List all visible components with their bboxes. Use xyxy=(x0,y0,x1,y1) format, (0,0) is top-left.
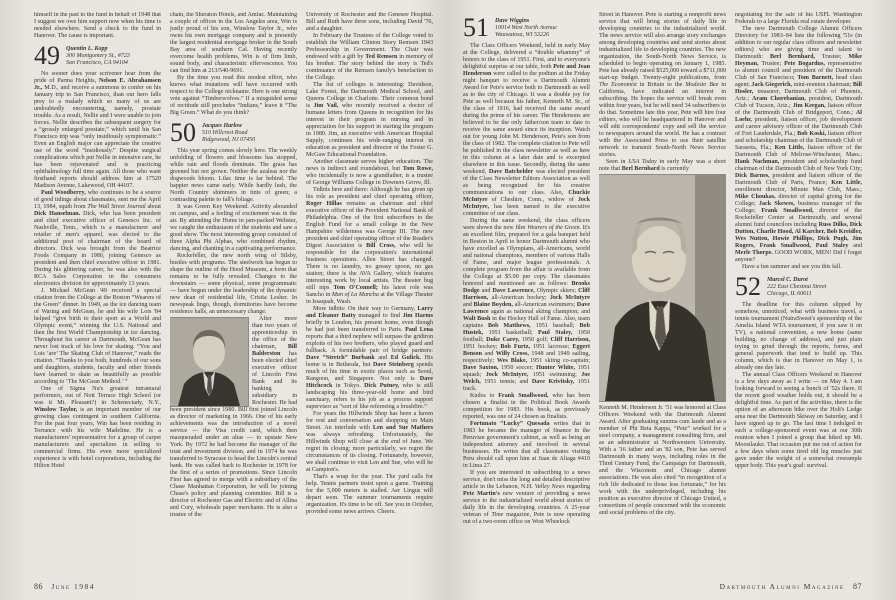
right-column-2 xyxy=(599,12,726,564)
paragraph: Fortunato “Lucky” Quesada writes that in 1983 he became the manager of finance in the Peruvian government's cabinet, as well as being an independent attorney and involved in several businesses. He writes that all classmates visiting Peru should call upon him at Juan de Aliaga #410 in Lima 27. xyxy=(463,421,590,469)
class-48-continuation xyxy=(34,12,161,40)
column-grid xyxy=(34,12,862,564)
class-51-notes xyxy=(463,43,590,526)
paragraph: By the time you read this modest effort, who knows what mutations will have occurred with respect to the College nickname. Here is one strong vote against “Timberwolves.” If a misguided sense of rectitude still precludes “Indians,” leave it “The Big Green.” What do you think? xyxy=(170,75,297,116)
left-page-number: 86 xyxy=(34,582,43,591)
paragraph: himself in the past to the fund in behalf of 1948 that I suggest we owe him support now when his time is needed elsewhere. Send a check to the fund in Hanover. The cause is important. xyxy=(34,12,161,39)
class-52-address-line1: 222 East Chestnut Street xyxy=(767,284,827,290)
class-49-address-line2: San Francisco, CA 94104 xyxy=(66,60,128,66)
paragraph: The deadline for this column slipped by somehow, unnoticed, what with business travel, a tennis tournament (NutraSweet's sponsorship of the Amelia Island WTA tournament, if you saw it on TV), a national convention, a new home (same building, no change of address), and just plain trying to grind through the reports, forms, and general paperwork that tend to build up. This column, which is due in Hanover on May 1, is already one day late. xyxy=(735,302,862,371)
class-51-address-line1: 10014 West North Avenue xyxy=(495,25,557,31)
paragraph: Kenneth M. Henderson Jr. '51 was honored at Class Officers Weekend with the Dartmouth Alumni Award. After graduating summa cum laude and as a member of Phi Beta Kappa, “Pete” worked for a steel company, a management consulting firm, and as an administrator at Northwestern University. With a '16 father and an '82 son, Pete has served Dartmouth in many ways, including roles in the Third Century Fund, the Campaign for Dartmouth, and the Wisconsin and Chicago alumni associations. He was also cited “in recognition of a rich life dedicated to those less fortunate,” for his work with the underprivileged, including his position as executive director of Chicago United, a consortium of people concerned with the economic and social problems of the city. xyxy=(599,405,726,516)
paragraph: For years the Hillwinds Shop has been a haven for rest and conversation and shopping on Main Street. An interlude with Len and Sue Mathers was always refreshing. Unfortunately, the Hillwinds Shop will close at the end of June. We regret its closing; more particularly, we regret the circumstances of its closing. Fortunately, however, we shall continue to visit Len and Sue, who will be at Campion's. xyxy=(306,411,433,473)
paragraph: negotiating for the sale of his USFL Washington Federals to a large Florida real estate developer. xyxy=(735,12,862,25)
paragraph: After more than two years of apprenticeship in the office of the chairman, Bill Balderston has been elected chief executive officer of Lincoln First Bank and its banking subsidiary in Rochester. He had been president since 1980. Bill first joined Lincoln as director of marketing in 1966. One of his early achievements was the introduction of a novel service — the Visa credit card, which then masqueraded under an alias — to upstate New York. By 1972 he had become the manager of the trust and investment division, and in 1974 he was transferred to Syracuse to head the Lincoln's central bank. He was called back to Rochester in 1978 for the first of a series of promotions. Since Lincoln First has agreed to merge with a subsidiary of the Chase Manhattan Corporation, he will be joining Chase's policy and planning committee. Bill is a director of Rochester Gas and Electric and of Allina and Cory, wholesale paper merchants. He is also a trustee of the xyxy=(170,316,297,518)
paragraph: In February the Trustees of the College voted to establish the William Clinton Story Remsen 1943 Professorship in Government. The Chair was endowed with a gift by Ted Remsen in memory of his brother. The story behind the story is Ted's continuance of the Remsen family's benefaction to the College. xyxy=(306,33,433,81)
class-51-address-line2: Wauwatosa, WI 53226 xyxy=(495,32,549,38)
paragraph: The annual Class Officers Weekend in Hanover is a few days away as I write — on May 4. I am looking forward to seeing a bunch of '52s there. If the recent good weather holds out, it should be a delightful time. As part of the activities, there is the option of an afternoon hike over the Holt's Ledge area near the Dartmouth Skiway on Saturday, and I have signed up to go. The last time I indulged in such a college-sponsored event was at our 30th reunion when I joined a group that hiked up Mt. Moosilauke. That occasion put me out of action for a few days when some tired old leg muscles just gave under the weight of a somewhat overample upper body. This year's goal: survival. xyxy=(735,372,862,469)
paragraph: No sooner does your scrivener hear from the pride of Parma Heights, Nelson E. Abrahamsen Jr., M.D., and receive a summons to confer on his January trip to San Francisco, than our hero falls prey to a malady which so many of us are undoubtedly encountering, namely, prostate trouble. As a result, Nellie and I were unable to join forces. Nellie describes the subsequent surgery for a “grossly enlarged prostate,” which until his San Francisco trip was “only insidiously symptomatic.” Even an English major can appreciate the creative use of the word “insidiously.” Despite surgical complications which put Nellie in intensive care, he has been rejuvenated and is practicing ophthalmology full time again. All those who want firsthand reports should address him at 17520 Madison Avenue, Lakewood, OH 44107. xyxy=(34,71,161,189)
class-52-secretary-block xyxy=(767,276,826,298)
portrait-photo-henderson-graphic xyxy=(599,175,726,401)
right-column-3 xyxy=(735,12,862,564)
class-49-notes-continued xyxy=(170,12,297,117)
page-footer-right xyxy=(714,582,862,591)
paragraph: One of Sigma Nu's greatest intramural performers, out of Nott Terrace High School (or was it Mt. Pleasant?) in Schenectady, N.Y., Winslow Taylor, is an important member of our growing class contingent in southern California. For the past four years, Win has been residing in Torrance with his wife Madeline. He is a manufacturers' representative for a group of carpet manufacturers and specializes in selling to commercial firms. His even more specialized experience is with hotel corporations, including the Hilton Hotel xyxy=(34,386,161,469)
paragraph: Tidbits here and there: Although he has given up his role as president and chief operating officer, Roger Hillas remains as chairman and chief executive officer of the Provident National Bank of Philadelphia. One of the first subscribers to the English Fund for a small college in the New Hampshire wilderness was George III. The new president and chief operating officer of the Reader's Digest Association is Bill Cross, who will be responsible for the corporation's international business operations. Allen Street has changed. There is no laundry, no greasy spoon, no gas station; there is the AVA Gallery, which features interesting work by local artists. The theater bug still nips Tom O'Connell; his latest role was Sancho in Man of La Mancha at the Village Theater in Issaquah, Wash. xyxy=(306,187,433,305)
class-49-address-line1: 300 Montgomery St., #723 xyxy=(66,53,130,59)
class-49-secretary-block xyxy=(66,45,130,67)
paragraph: J. Michael McGean '49 received a special citation from the College at the Boston “Wearers of the Green” dinner. In 1949, as the ice dancing team of Waring and McGean, he and his wife Lois '84 helped “give birth to their sport as a World and Olympic event,” winning the U.S. National and then the first World Championship in ice dancing. Throughout his career at Dartmouth, McGean has never lost track of his love for skating. “You and Lois ‘are’ The Skating Club of Hanover,” reads the citation. “Thanks to you both, hundreds of our sons and daughters, students, faculty and other friends have learned to skate as beautifully as possible according to ‘The McGean Method.’ ” xyxy=(34,288,161,385)
paragraph: More tidbits: On their way to Germany, Larry and Eleanor Batty managed to find Jim Harms briefly in London, his present home, even though he had just been transferred to Paris. Paul Lena reports that a third nephew will surpass the gridiron exploits of his two brothers, who played guard and fullback. A formidable pair of bridge partners: Dave “Stretch” Burbank and Ed Gulick. His home is in Bethesda, but Dave Steinberg spends much of his time in exotic places such as Seoul, Rangoon, and Singapore. Not only is Dave Hitchcock in Tokyo. Dick Putney, who is still landscaping his three-year-old home and bird sanctuary, refers to his job as a process support supervisor as “sort of like refereeing a brushfire.” xyxy=(306,306,433,410)
portrait-photo-small-graphic xyxy=(170,318,248,406)
page-footer-left xyxy=(34,582,101,591)
class-51-notes-end xyxy=(735,12,862,271)
class-52-address-line2: Chicago, IL 60611 xyxy=(767,291,812,297)
class-number-52: 52 xyxy=(735,272,761,301)
class-number-50: 50 xyxy=(170,118,196,147)
left-column-1 xyxy=(34,12,161,564)
paragraph: The new Dartmouth College Alumni Officers Directory for 1983–84 lists the following '51s (in addition to our regular class officers and newsletter editors) who are giving time and talent to Dartmouth: Berl Bernhard, Trustee; Mike Heyman, Trustee; Pete Bogardus, representative to alumni council and president of the Dartmouth Club of San Francisco; Tom Barnett, head class agent; Jack Giegerich, mini-reunion chairman; Bill Hosler, treasurer, Dartmouth Club of Phoenix, Ariz.; Aram Chorebanian, president, Dartmouth Club of Tucson, Ariz.; Jim Keegan, liaison officer of the Dartmouth Club of Bridgeport, Conn.; Al Loehr, president, liaison officer, job development and career advisory officer of the Dartmouth Club of Fort Lauderdale, Fla.; Bob Koski, liaison officer and scholarship chairman of the Dartmouth Club of Sarasota, Fla.; Ken Little, liaison officer of the Dartmouth Club of Melrose-Winchester, Mass.; Hank Nachman, president and scholarship fund chairman of the Dartmouth Club of New York City; Dick Barnes, president and liaison officer of the Dartmouth Club of Paris, France; Ken Little, enrollment director, Minute Man Club, Mass.; Mike Choukas, director of capital giving for the College; Jack Skewes, business manager of the College; Frank Smallwood, director of the Rockefeller Center at Dartmouth; and several alumni fund councilors including Russ Dilks, Dick Dutton, Charlie Hood, Al Karcher, Bob Kreidler, Wes Nutten, Howie Phillips, Dick Pugh, Jim Rogers, Frank Smallwood, Paul Staley and Merle Thorpe. GOOD WORK, MEN! Did I forget anyone? xyxy=(735,26,862,263)
magazine-title-label: Dartmouth Alumni Magazine xyxy=(719,582,845,591)
paragraph: Paul Woodberry, who continues to be a source of good tidings about classmates, sent me the April 13, 1984, squib from The Wall Street Journal about Dick Hanselman. Dick, who has been president and chief executive officer of Genesco Inc. of Nashville, Tenn., which is a manufacturer and retailer of men's apparel, was elected to the additional post of chairman of the board of directors. Dick was brought from the Beatrice Foods Company in 1980, joining Genesco as president and then chief executive officer in 1981. During his glittering career, he was also with the RCA Sales Corporation in the consumers electronics division for approximately 13 years. xyxy=(34,190,161,287)
class-50-address-line1: 510 Hillcrest Road xyxy=(202,130,248,136)
class-note-49-header xyxy=(34,41,161,70)
paragraph: chain, the Sheraton Hotels, and Amfac. Maintaining a couple of offices in the Los Angeles area, Win is justly proud of his son, Winslow Taylor Jr., who owns his own mortgage company and is presently the largest residential mortgage broker in the South Bay area of southern Cal. Having recently overcome health problems, Win is of firm limb, sound body, and characteristic effervescence. You can find him at 213/540-9691. xyxy=(170,12,297,74)
issue-date-label: June 1984 xyxy=(51,582,95,591)
left-column-2 xyxy=(170,12,297,564)
paragraph: The Class Officers Weekend, held in early May at the College, delivered a “double whammy” of honors to the class of 1951. First, and to everyone's delightful surprise at our table, both Pete and Jean Henderson were called to the podium at the Friday night banquet to receive a Dartmouth Alumni Award for Pete's service both to Dartmouth as well as to the city of Chicago. It was a double joy for Pete as well because his father, Kenneth M. Sr., of the class of 1916, had received the same award during the prime of his career. The Hendersons are believed to be the only father/son team to date to receive the same award since its inception. Watch out for young John M. Henderson, Pete's son from the class of 1982. The complete citation to Pete will be published in the class newsletter as well as here in this column at a later date and is excerpted elsewhere in this issue. Secondly, during the same weekend, Dave Batchelder was elected president of the Class Newsletter Editors Association as well as being recognized for his creative communications to our class. Also, Chuckie McIntyre of Cheshire, Conn., widow of Jock McIntyre, has been named to the executive committee of our class. xyxy=(463,43,590,217)
paragraph: Seen in USA Today in early May was a short note that Berl Bernhard is currently xyxy=(599,159,726,172)
paragraph: University of Rochester and the Genesee Hospital. Bill and Ruth have three sons, including David '76, and a daughter. xyxy=(306,12,433,32)
paragraph: It was Green Key Weekend. Activity abounded on campus, and a feeling of excitement was in the air. By attending the Hums in jam-packed Webster, we caught the enthusiasm of the students and saw a good show. The most interesting group consisted of three Alpha Phi Alphas, who combined rhythm, dancing, and chanting in a captivating performance. xyxy=(170,204,297,252)
portrait-photo-henderson xyxy=(599,175,726,401)
class-50-secretary-block xyxy=(202,122,255,144)
class-52-notes xyxy=(735,302,862,470)
paragraph: This year spring comes slowly here. The weekly unfolding of flowers and blossoms has stopped, while rain and floods dominate. The grass has greened but not grown. Neither the azaleas nor the dogwoods bloom. Lilac time is far behind. The happier news came early. While hardly lush, the North Country shimmers in tints of green; a contrasting palette to fall's foliage. xyxy=(170,148,297,203)
paragraph: Another classmate serves higher education. The news is indirect and roundabout, but Tom Rowe, who incidentally is now a grandfather, is a trustee of George Williams College in Downers Grove, Ill. xyxy=(306,159,433,186)
photo-caption-henderson xyxy=(599,405,726,517)
paragraph: During the same weekend, the class officers were shown the new film Wearers of the Green. It's an excellent film, prepared for a gala banquet held in Boston in April to honor Dartmouth alumni who have excelled as Olympians, all-Americans, world and national champions, members of various Halls of Fame, and major league professionals. A complete program from the affair is available from the College at $5.00 per copy. The classmates honored and mentioned are as follows: Brooks Dodge and Dave Lawrence, Olympic skiers; Cliff Harrison, all-American hockey; Jock McIntyre and Blaine Boyden, all-American swimmers; Dave Lawrence again as national skiing champion; and Walt Bush in the Hockey Hall of Fame. Also, team captains Bob Matthews, 1951 baseball; Bob Hustek, 1951 basketball; Paul Staley, 1950 football; Duke Carey, 1950 golf; Cliff Harrison, 1951 hockey; Bob Furtz, 1951 lacrosse; Eggert Benson and Willy Cross, 1948 and 1949 sailing, respectively; Wes Blake, 1951 skiing co-captain; Dave Saxton, 1950 soccer; Hunter White, 1951 squash; Jock McIntyre, 1951 swimming; Joe Welch, 1951 tennis; and Dave Krivitsky, 1951 track. xyxy=(463,218,590,392)
class-51-secretary-name: Dave Wiggins xyxy=(495,18,530,24)
class-number-51: 51 xyxy=(463,13,489,42)
class-51-notes-continued xyxy=(599,12,726,173)
paragraph: If you are interested in subscribing to a news service, don't miss the long and detailed descriptive article in the Lebanon, N.H. Valley News regarding Pete Martin's new venture of providing a news service to the industrialized world about stories of daily life in the developing countries. A 25-year veteran of Time magazine, Pete is now operating out of a two-room office on West Wheelock xyxy=(463,470,590,525)
class-49-notes xyxy=(34,71,161,470)
paragraph: The list of colleges is interesting: Davidson, Lake Forest, the Dartmouth Medical School, and Queens College in Charlotte. Their common bond is Jim Vail, who recently received a doctor of humane letters from Queens in recognition for his interest in their program in nursing and in appreciation for his support in starting the program in 1980. Jim, an executive with American Hospital Supply, continues his wide-ranging interest in education as president and director of the Foster G. McGaw Educational Foundation. xyxy=(306,82,433,158)
paragraph: Have a fun summer and see you this fall. xyxy=(742,264,842,270)
class-number-49: 49 xyxy=(34,41,60,70)
class-49-secretary-name: Quentin L. Kopp xyxy=(66,46,108,52)
class-note-52-header xyxy=(735,272,862,301)
class-50-secretary-name: Jacques Harlow xyxy=(202,123,243,129)
class-note-51-header xyxy=(463,13,590,42)
paragraph: That's a wrap for the year. The yard calls for help. Tennis partners insist upon a game. Training for the 5,000 meters is stalled. Aer Lingus will depart soon. The summer tournaments require organization. It's time to be off. See you in October, provided some news arrives. Cheers. xyxy=(306,474,433,515)
right-column-1 xyxy=(463,12,590,564)
right-page-number: 87 xyxy=(853,582,862,591)
portrait-photo-small xyxy=(170,318,248,406)
class-51-secretary-block xyxy=(495,17,557,39)
left-column-3 xyxy=(306,12,433,564)
paragraph: Kudos to Frank Smallwood, who has been chosen a finalist in the Political Book Awards competition for 1983. His book, as previously reported, was one of 24 chosen as finalists. xyxy=(463,393,590,420)
class-52-secretary-name: Marcel C. Durot xyxy=(767,277,808,283)
class-50-notes-continued xyxy=(306,12,433,516)
class-50-notes xyxy=(170,148,297,316)
paragraph: Rockefeller, the new north wing of Silsby, bustles with programs. The steelwork has begun to shape the outline of the Hood Museum, a form that remains to be fully revealed. Changes to the downstairs — some physical, some programmatic — have begun under the leadership of the dynamic new dean of residential life, Cristia Lesher. In newspeak lingo, though, dormitories have become residence halls, an unnecessary change. xyxy=(170,253,297,315)
class-50-address-line2: Ridgewood, NJ 07450 xyxy=(202,137,256,143)
paragraph: Street in Hanover. Pete is starting a nonprofit news service that will bring stories of daily life in developing countries to the industrialized world. The news service will also arrange story exchanges among developing countries and send stories about industrialized life to developing countries. The new organization, the South-North News Service, is scheduled to begin operating on January 1, 1985. Pete has already raised $525,000 toward a $711,000 start-up budget. Twenty-eight publications, from The Economist in Britain to the Modesto Bee in California, have indicated an interest in subscribing. He hopes the service will break even within four years, but he will need 34 subscribers to do that. Sometime late this year, Pete will hire four editors, who will be headquartered in Hanover and will edit correspondents' copy and sell the service to newspapers around the world. He has a contract with the Associated Press to use their satellite network to transmit South-North News Service stories. xyxy=(599,12,726,158)
class-note-50-header xyxy=(170,118,297,147)
